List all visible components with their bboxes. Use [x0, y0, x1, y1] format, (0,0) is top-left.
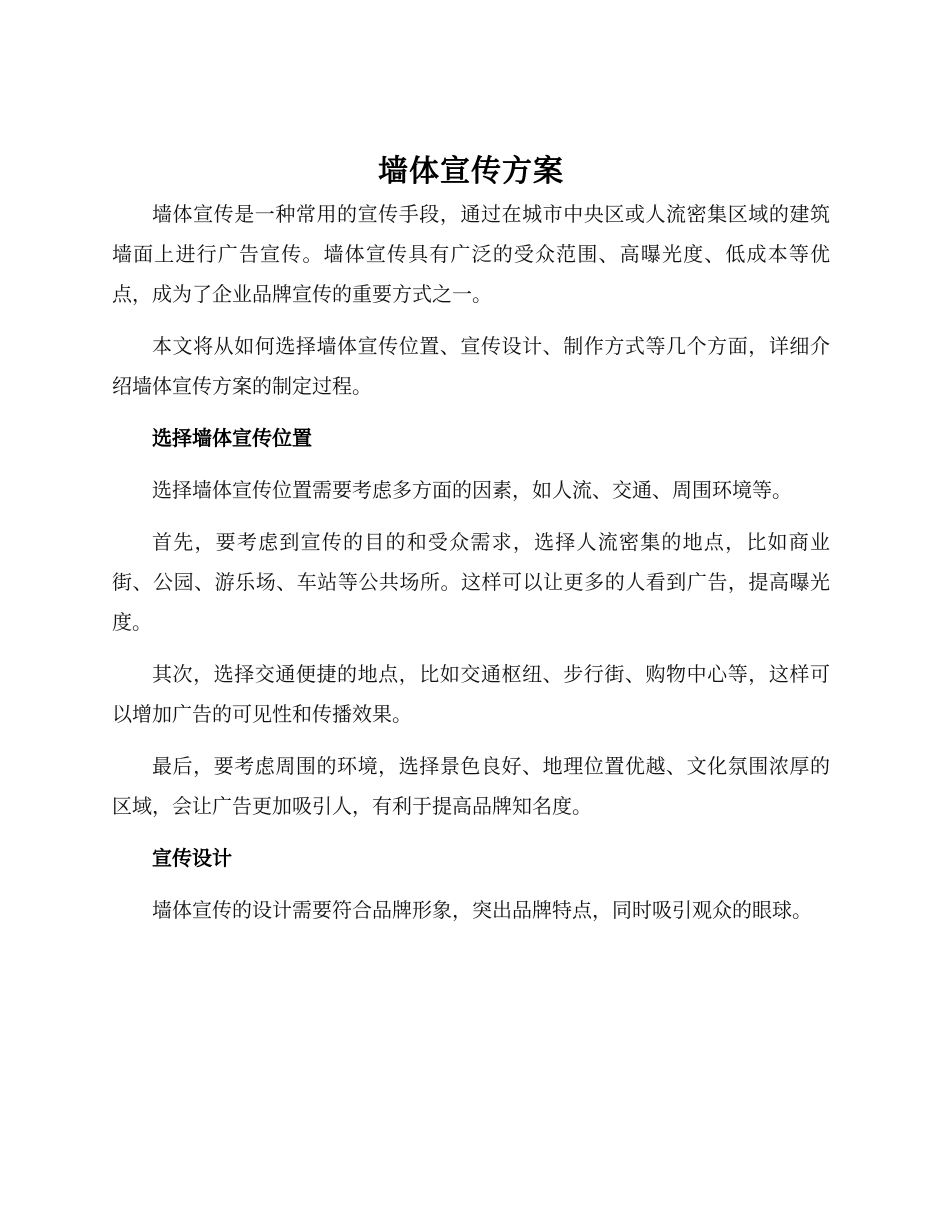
- document-title: 墙体宣传方案: [378, 154, 564, 189]
- paragraph-design: 墙体宣传的设计需要符合品牌形象，突出品牌特点，同时吸引观众的眼球。: [152, 898, 812, 922]
- paragraph-location-last: 最后，要考虑周围的环境，选择景色良好、地理位置优越、文化氛围浓厚的区域，会让广告更加吸引人，有利于提高品牌知名度。: [112, 754, 830, 818]
- paragraph-location-first: 首先，要考虑到宣传的目的和受众需求，选择人流密集的地点，比如商业街、公园、游乐场、车站等公共场所。这样可以让更多的人看到广告，提高曝光度。: [112, 530, 830, 634]
- section-heading-location: 选择墙体宣传位置: [152, 426, 312, 450]
- section-heading-design: 宣传设计: [152, 846, 232, 870]
- paragraph-overview: 本文将从如何选择墙体宣传位置、宣传设计、制作方式等几个方面，详细介绍墙体宣传方案的制定过程。: [112, 334, 830, 398]
- paragraph-location-factors: 选择墙体宣传位置需要考虑多方面的因素，如人流、交通、周围环境等。: [152, 478, 792, 502]
- document-content: [112, 150, 830, 930]
- paragraph-location-second: 其次，选择交通便捷的地点，比如交通枢纽、步行街、购物中心等，这样可以增加广告的可见性和传播效果。: [112, 662, 830, 726]
- paragraph-intro: 墙体宣传是一种常用的宣传手段，通过在城市中央区或人流密集区域的建筑墙面上进行广告宣传。墙体宣传具有广泛的受众范围、高曝光度、低成本等优点，成为了企业品牌宣传的重要方式之一。: [112, 202, 830, 306]
